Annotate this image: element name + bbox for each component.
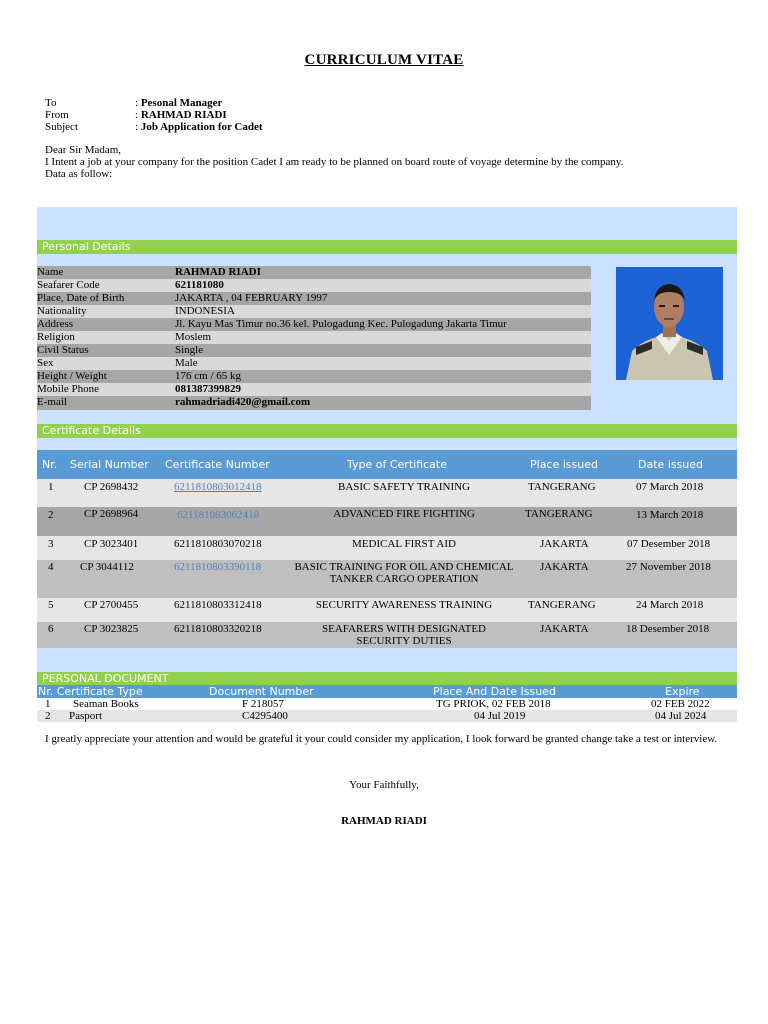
personal-document-header: PERSONAL DOCUMENT bbox=[37, 672, 737, 685]
col-header: Type of Certificate bbox=[347, 458, 447, 471]
page-title: CURRICULUM VITAE bbox=[304, 52, 464, 68]
col-header: Place issued bbox=[530, 458, 598, 471]
certificate-details-header: Certificate Details bbox=[37, 424, 737, 438]
personal-details-header: Personal Details bbox=[37, 240, 737, 254]
profile-photo-illustration bbox=[616, 267, 723, 380]
header-value: RAHMAD RIADI bbox=[140, 109, 227, 121]
header-value: Job Application for Cadet bbox=[140, 121, 263, 133]
pd-row-mobile-phone: Mobile Phone 081387399829 bbox=[37, 383, 591, 396]
header-label: Subject bbox=[45, 121, 78, 133]
pd-row-sex: Sex Male bbox=[37, 357, 591, 370]
pd-row-nationality: Nationality INDONESIA bbox=[37, 305, 591, 318]
pd-row-name: Name RAHMAD RIADI bbox=[37, 266, 591, 279]
col-header: Serial Number bbox=[70, 458, 149, 471]
table-row: 2 CP 2698964 621181083062418 ADVANCED FIRE FIGHTING TANGERANG 13 March 2018 bbox=[37, 507, 737, 536]
pd-row-email: E-mail rahmadriadi420@gmail.com bbox=[37, 396, 591, 410]
col-header: Nr. Certificate Type bbox=[38, 685, 143, 698]
col-header: Date issued bbox=[638, 458, 704, 471]
col-header: Document Number bbox=[209, 685, 314, 698]
top-blue-band bbox=[37, 207, 737, 240]
certificate-number-link[interactable]: 6211810803012418 bbox=[174, 481, 262, 493]
certificate-number-link[interactable]: 621181083062418 bbox=[177, 509, 260, 521]
certificate-bottom-band bbox=[37, 648, 737, 672]
pd-row-birth: Place, Date of Birth JAKARTA , 04 FEBRUARY 1997 bbox=[37, 292, 591, 305]
signature-name: RAHMAD RIADI bbox=[341, 815, 427, 827]
profile-photo bbox=[616, 267, 723, 380]
col-header: Expire bbox=[665, 685, 700, 698]
pd-row-address: Address Jl. Kayu Mas Timur no.36 kel. Pulogadung Kec. Pulogadung Jakarta Timur bbox=[37, 318, 591, 331]
pd-row-civil-status: Civil Status Single bbox=[37, 344, 591, 357]
header-value: Pesonal Manager bbox=[140, 97, 223, 109]
sign-off: Your Faithfully, bbox=[349, 779, 419, 791]
pd-row-height-weight: Height / Weight 176 cm / 65 kg bbox=[37, 370, 591, 383]
table-row: 1 CP 2698432 6211810803012418 BASIC SAFETY TRAINING TANGERANG 07 March 2018 bbox=[37, 479, 737, 507]
col-header: Nr. bbox=[42, 458, 58, 471]
letter-greeting: Dear Sir Madam, bbox=[45, 144, 122, 156]
closing-paragraph: I greatly appreciate your attention and would be grateful it your could consider my application, I look forward be granted change take a test or interview. bbox=[45, 733, 718, 745]
table-row: 5 CP 2700455 6211810803312418 SECURITY AWARENESS TRAINING TANGERANG 24 March 2018 bbox=[37, 598, 737, 622]
col-header: Certificate Number bbox=[165, 458, 270, 471]
document-table-header bbox=[37, 685, 737, 698]
certificate-details-gap bbox=[37, 438, 737, 450]
table-row: 4 CP 3044112 6211810803390118 BASIC TRAINING FOR OIL AND CHEMICAL TANKER CARGO OPERATION JAKARTA 27 November 2018 bbox=[37, 560, 737, 598]
table-row: 1 Seaman Books F 218057 TG PRIOK, 02 FEB 2018 02 FEB 2022 bbox=[37, 698, 737, 710]
certificate-number-link[interactable]: 6211810803390118 bbox=[174, 561, 262, 573]
table-row: 2 Pasport C4295400 04 Jul 2019 04 Jul 2024 bbox=[37, 710, 737, 722]
letter-body: I Intent a job at your company for the position Cadet I am ready to be planned on board route of voyage determine by the company. bbox=[45, 156, 624, 168]
certificate-table-header bbox=[37, 450, 737, 479]
col-header: Place And Date Issued bbox=[433, 685, 556, 698]
table-row: 3 CP 3023401 6211810803070218 MEDICAL FIRST AID JAKARTA 07 Desember 2018 bbox=[37, 536, 737, 560]
pd-row-religion: Religion Moslem bbox=[37, 331, 591, 344]
header-label: From bbox=[45, 109, 69, 121]
letter-data-as-follow: Data as follow: bbox=[45, 168, 113, 180]
pd-row-seafarer-code: Seafarer Code 621181080 bbox=[37, 279, 591, 292]
header-label: To bbox=[45, 97, 57, 109]
table-row: 6 CP 3023825 6211810803320218 SEAFARERS WITH DESIGNATED SECURITY DUTIES JAKARTA 18 Desember 2018 bbox=[37, 622, 737, 648]
